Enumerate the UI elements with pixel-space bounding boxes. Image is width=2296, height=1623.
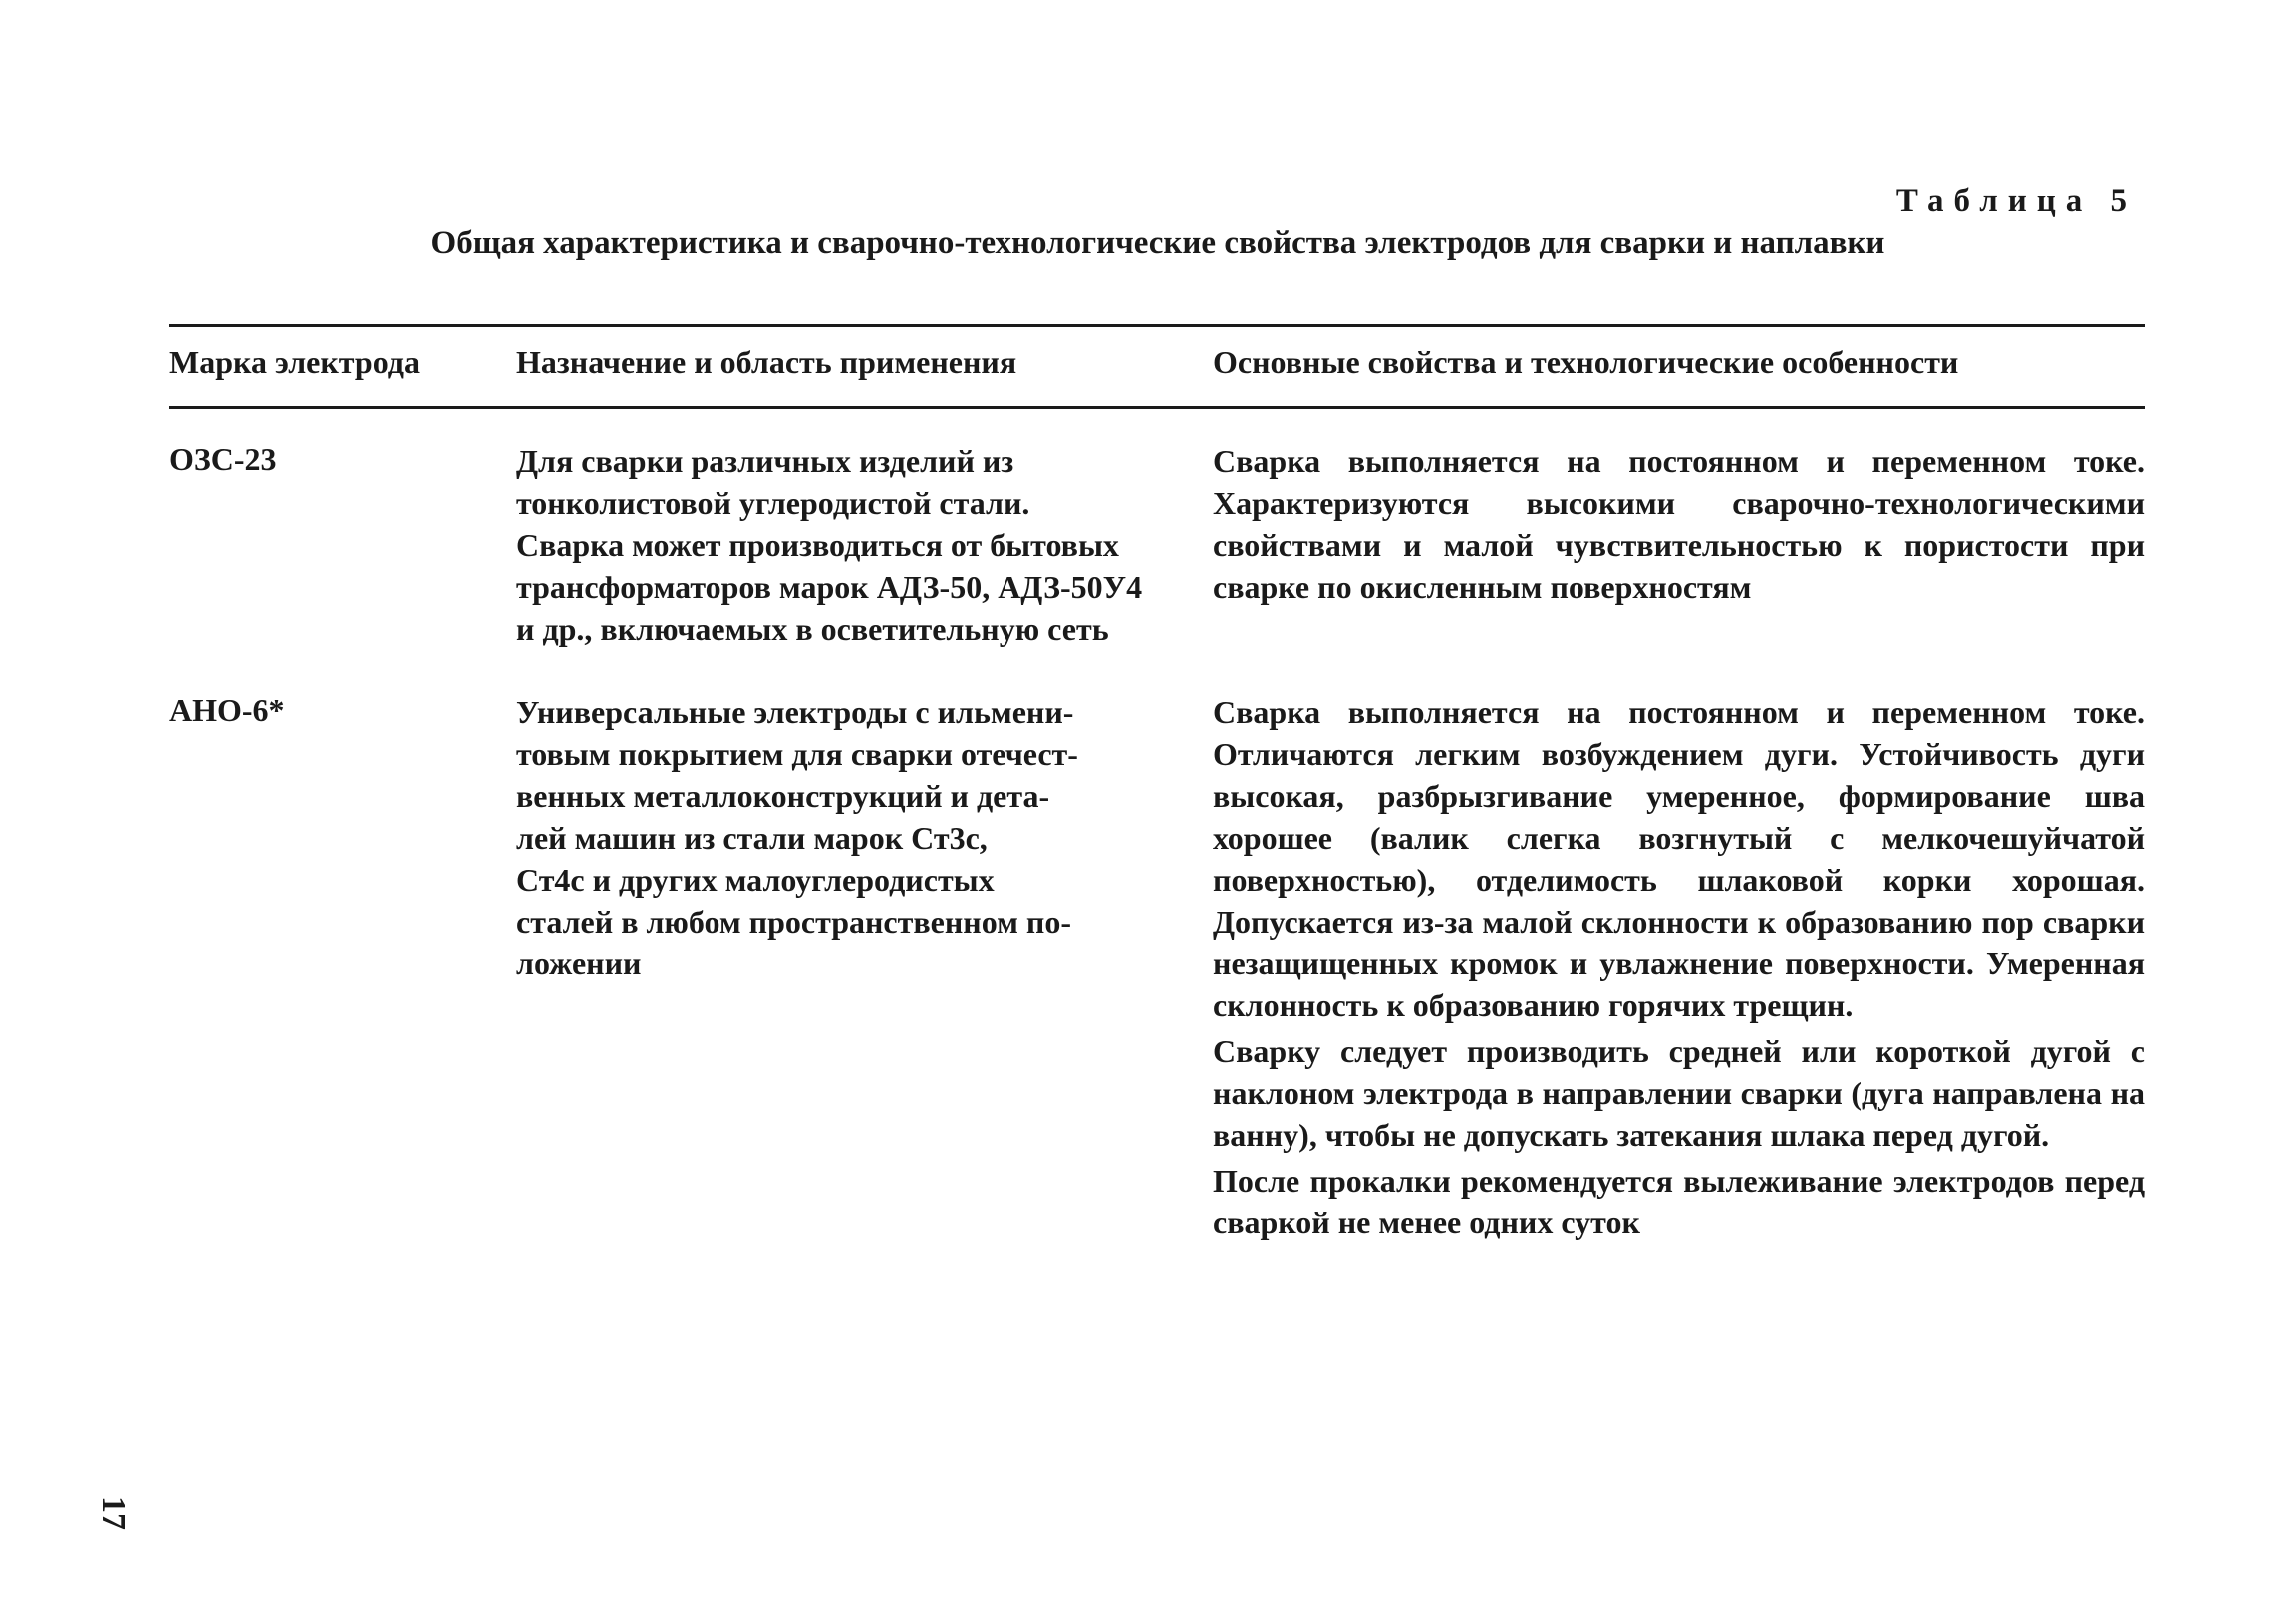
row-1-properties-paragraph: Сварка выполняется на постоянном и переменном токе. Характеризуются высокими сварочно-технологическими свойствами и малой чувствительностью к пористости при сварке по окисленным поверхностям — [1213, 443, 2145, 605]
row-2-properties-paragraph: Сварка выполняется на постоянном и переменном токе. Отличаются легким возбуждением дуги. Устойчивость дуги высокая, разбрызгивание умеренное, формирование шва хорошее (валик слегка возгнутый с мелкочешуйчатой поверхностью), отделимость шлаковой корки хорошая. Допускается из-за малой склонности к образованию пор сварки незащищенных кромок и увлажнение поверхности. Умеренная склонность к образованию горячих трещин. — [1213, 694, 2145, 1023]
table-header-rule — [169, 406, 2145, 409]
row-1-purpose-line: Сварка может производиться от бытовых — [516, 527, 1119, 563]
row-1-purpose-line: и др., включаемых в осветительную сеть — [516, 611, 1109, 647]
row-2-properties — [1213, 691, 2145, 1243]
row-2-purpose-line: лей машин из стали марок Ст3с, — [516, 820, 988, 856]
column-header-brand: Марка электрода — [169, 344, 420, 380]
row-1-purpose-line: тонколистовой углеродистой стали. — [516, 485, 1030, 521]
row-1-purpose-line: трансформаторов марок АДЗ-50, АДЗ-50У4 — [516, 569, 1143, 605]
row-2-purpose-line: Ст4с и других малоуглеродистых — [516, 862, 995, 898]
row-2-properties-paragraph: Сварку следует производить средней или короткой дугой с наклоном электрода в направлении сварки (дуга направлена на ванну), чтобы не допускать затекания шлака перед дугой. — [1213, 1033, 2145, 1153]
row-1-properties — [1213, 440, 2145, 608]
row-1-purpose-line: Для сварки различных изделий из — [516, 443, 1014, 479]
row-2-purpose — [516, 691, 1078, 984]
row-1-purpose — [516, 440, 1142, 650]
table-number-label: Таблица 5 — [1895, 183, 2137, 219]
row-2-purpose-line: Универсальные электроды с ильмени- — [516, 694, 1074, 730]
row-2-purpose-line: товым покрытием для сварки отечест- — [516, 736, 1078, 772]
row-2-properties-paragraph: После прокалки рекомендуется вылеживание электродов перед сваркой не менее одних суток — [1213, 1163, 2145, 1240]
row-2-brand: АНО-6* — [169, 692, 285, 728]
row-2-purpose-line: сталей в любом пространственном по- — [516, 904, 1071, 940]
row-1-brand: ОЗС-23 — [169, 441, 277, 477]
table-caption: Общая характеристика и сварочно-технологические свойства электродов для сварки и наплавки — [430, 225, 1885, 261]
column-header-properties: Основные свойства и технологические особенности — [1213, 344, 1959, 380]
page-number: 17 — [95, 1496, 132, 1530]
column-header-purpose: Назначение и область применения — [516, 344, 1017, 380]
row-2-purpose-line: венных металлоконструкций и дета- — [516, 778, 1050, 814]
row-2-purpose-line: ложении — [516, 946, 642, 981]
table-top-rule — [169, 324, 2145, 327]
